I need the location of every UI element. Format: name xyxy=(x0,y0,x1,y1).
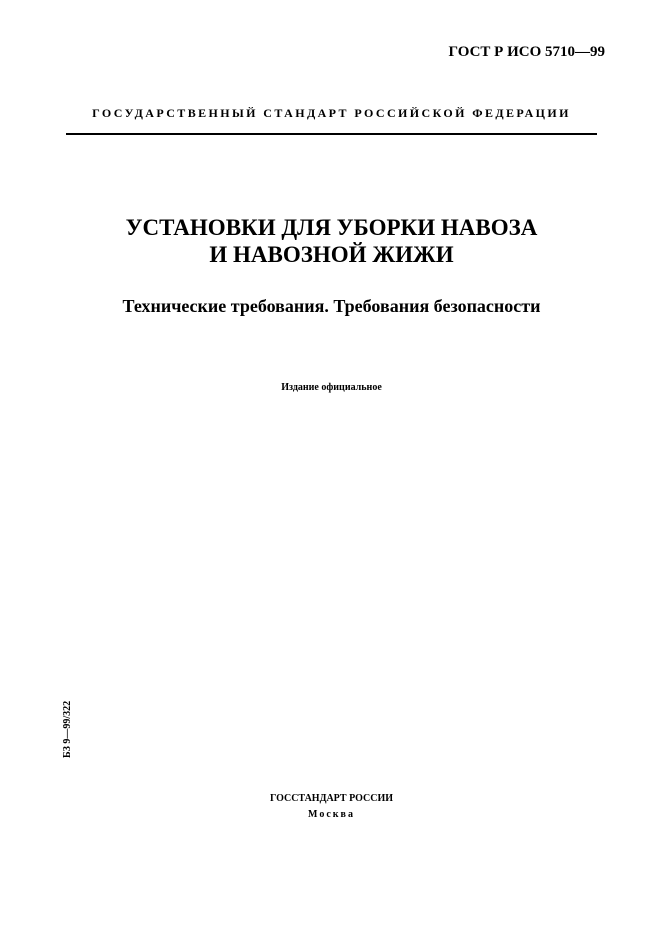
organization-header: ГОСУДАРСТВЕННЫЙ СТАНДАРТ РОССИЙСКОЙ ФЕДЕРАЦИИ xyxy=(92,106,571,120)
document-title xyxy=(66,214,597,268)
standard-code: ГОСТ Р ИСО 5710—99 xyxy=(448,44,605,60)
document-subtitle: Технические требования. Требования безопасности xyxy=(122,296,541,316)
header-divider xyxy=(66,133,597,135)
side-catalog-code: БЗ 9—99/322 xyxy=(62,700,73,758)
publisher-name: ГОССТАНДАРТ РОССИИ xyxy=(269,793,394,804)
edition-note: Издание официальное xyxy=(281,382,382,393)
title-line-1: УСТАНОВКИ ДЛЯ УБОРКИ НАВОЗА xyxy=(125,215,538,240)
publisher-city: Москва xyxy=(308,809,355,820)
title-line-2: И НАВОЗНОЙ ЖИЖИ xyxy=(209,242,454,267)
